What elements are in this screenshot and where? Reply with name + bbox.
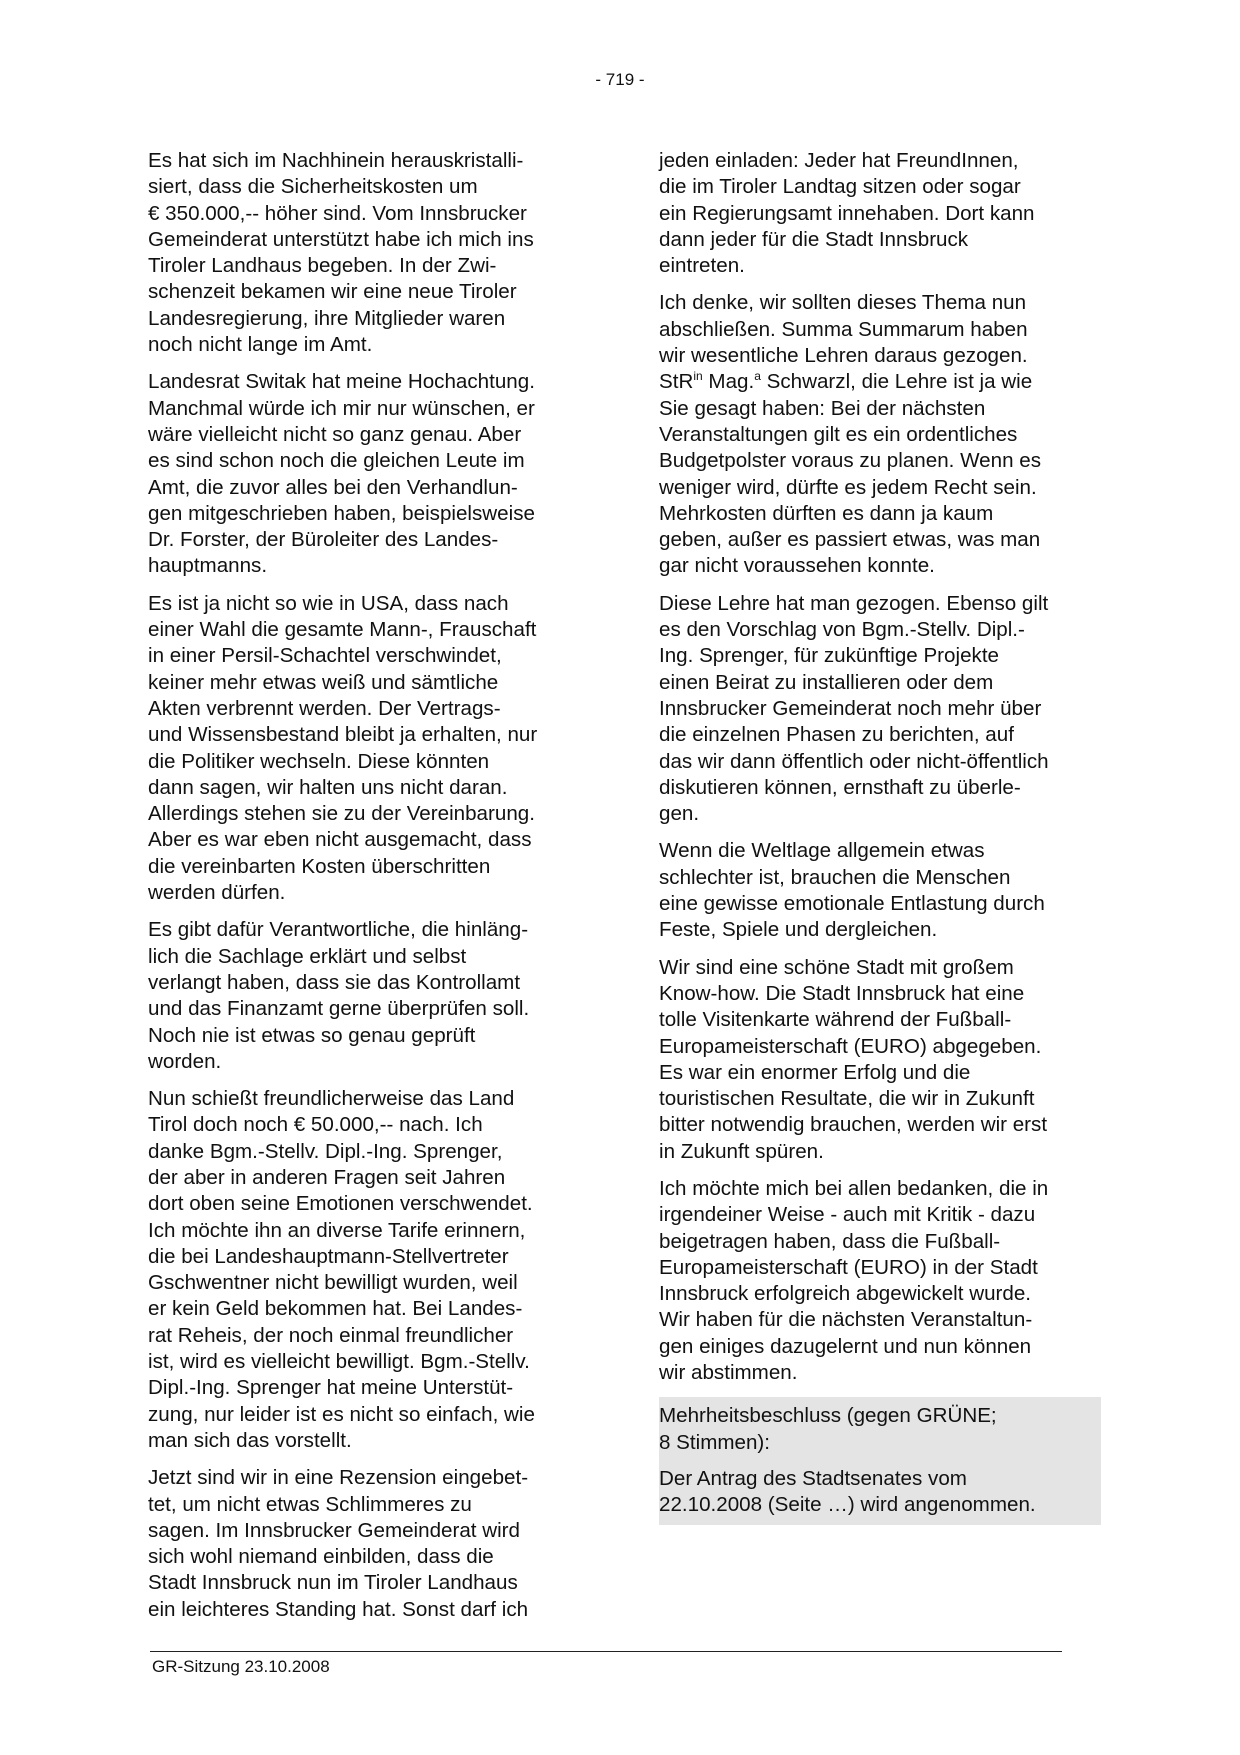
paragraph: Diese Lehre hat man gezogen. Ebenso gilt es den Vorschlag von Bgm.-Stellv. Dipl.- Ing. Sprenger, für zukünftige Projekte einen Beirat zu installieren oder dem Innsbrucker Gemeinderat noch mehr über die einzelnen Phasen zu berichten, auf das wir dann öffentlich oder nicht-öffentlich diskutieren können, ernsthaft zu überle- gen. <box>659 591 1049 826</box>
paragraph: Es gibt dafür Verantwortliche, die hinläng- lich die Sachlage erklärt und selbst verlangt haben, dass sie das Kontrollamt und das Finanzamt gerne überprüfen soll. Noch nie ist etwas so genau geprüft worden. <box>148 918 530 1073</box>
footer-text: GR-Sitzung 23.10.2008 <box>152 1657 330 1676</box>
paragraph: Wir sind eine schöne Stadt mit großem Know-how. Die Stadt Innsbruck hat eine tolle Visitenkarte während der Fußball- Europameisterschaft (EURO) abgegeben. Es war ein enormer Erfolg und die touristischen Resultate, die wir in Zukunft bitter notwendig brauchen, werden wir erst in Zukunft spüren. <box>659 955 1048 1163</box>
superscript: in <box>693 369 703 384</box>
left-column <box>148 148 593 1634</box>
paragraph: Nun schießt freundlicherweise das Land Tirol doch noch € 50.000,-- nach. Ich danke Bgm.-Stellv. Dipl.-Ing. Sprenger, der aber in anderen Fragen seit Jahren dort oben seine Emotionen verschwendet. Ich möchte ihn an diverse Tarife erinnern, die bei Landeshauptmann-Stellvertreter Gschwentner nicht bewilligt wurden, weil er kein Geld bekommen hat. Bei Landes- rat Reheis, der noch einmal freundlicher ist, wird es vielleicht bewilligt. Bgm.-Stellv. Dipl.-Ing. Sprenger hat meine Unterstüt- zung, nur leider ist es nicht so einfach, wie man sich das vorstellt. <box>148 1087 535 1452</box>
paragraph: Es ist ja nicht so wie in USA, dass nach einer Wahl die gesamte Mann-, Frauschaft in einer Persil-Schachtel verschwindet, keiner mehr etwas weiß und sämtliche Akten verbrennt werden. Der Vertrags- und Wissensbestand bleibt ja erhalten, nur die Politiker wechseln. Diese könnten dann sagen, wir halten uns nicht daran. Allerdings stehen sie zu der Vereinbarung. Aber es war eben nicht ausgemacht, dass die vereinbarten Kosten überschritten werden dürfen. <box>148 591 538 905</box>
paragraph <box>659 290 1099 579</box>
decision-text: Der Antrag des Stadtsenates vom 22.10.2008 (Seite …) wird angenommen. <box>659 1466 1036 1517</box>
paragraph: Ich möchte mich bei allen bedanken, die in irgendeiner Weise - auch mit Kritik - dazu beigetragen haben, dass die Fußball- Europameisterschaft (EURO) in der Stadt Innsbruck erfolgreich abgewickelt wurde. Wir haben für die nächsten Veranstaltun- gen einiges dazugelernt und nun können wir abstimmen. <box>659 1176 1049 1385</box>
vote-result: Mehrheitsbeschluss (gegen GRÜNE; 8 Stimmen): <box>659 1404 997 1454</box>
resolution-box <box>659 1397 1101 1524</box>
paragraph-text: Ich denke, wir sollten dieses Thema nun abschließen. Summa Summarum haben wir wesentliche Lehren daraus gezogen. StR <box>659 291 1028 394</box>
superscript: a <box>754 369 761 384</box>
paragraph: Es hat sich im Nachhinein herauskristalli- siert, dass die Sicherheitskosten um € 350.000,-- höher sind. Vom Innsbrucker Gemeinderat unterstützt habe ich mich ins Tiroler Landhaus begeben. In der Zwi- schenzeit bekamen wir eine neue Tiroler Landesregierung, ihre Mitglieder waren noch nicht lange im Amt. <box>148 149 534 357</box>
page-number: - 719 - <box>595 70 645 89</box>
right-column <box>659 148 1099 1525</box>
footer-divider <box>150 1651 1062 1652</box>
paragraph-text: Schwarzl, die Lehre ist ja wie Sie gesagt haben: Bei der nächsten Veranstaltungen gilt es ein ordentliches Budgetpolster voraus zu planen. Wenn es weniger wird, dürfte es jedem Recht sein. Mehrkosten dürften es dann ja kaum geben, außer es passiert etwas, was man gar nicht voraussehen konnte. <box>659 370 1041 578</box>
paragraph-text: Mag. <box>702 370 755 394</box>
paragraph: Jetzt sind wir in eine Rezension eingebet- tet, um nicht etwas Schlimmeres zu sagen. Im Innsbrucker Gemeinderat wird sich wohl niemand einbilden, dass die Stadt Innsbruck nun im Tiroler Landhaus ein leichteres Standing hat. Sonst darf ich <box>148 1466 529 1621</box>
paragraph: Landesrat Switak hat meine Hochachtung. Manchmal würde ich mir nur wünschen, er wäre vielleicht nicht so ganz genau. Aber es sind schon noch die gleichen Leute im Amt, die zuvor alles bei den Verhandlun- gen mitgeschrieben haben, beispielsweise Dr. Forster, der Büroleiter des Landes- hauptmanns. <box>148 370 535 578</box>
paragraph: Wenn die Weltlage allgemein etwas schlechter ist, brauchen die Menschen eine gewisse emotionale Entlastung durch Feste, Spiele und dergleichen. <box>659 839 1045 942</box>
paragraph: jeden einladen: Jeder hat FreundInnen, die im Tiroler Landtag sitzen oder sogar ein Regierungsamt innehaben. Dort kann dann jeder für die Stadt Innsbruck eintreten. <box>659 149 1035 278</box>
